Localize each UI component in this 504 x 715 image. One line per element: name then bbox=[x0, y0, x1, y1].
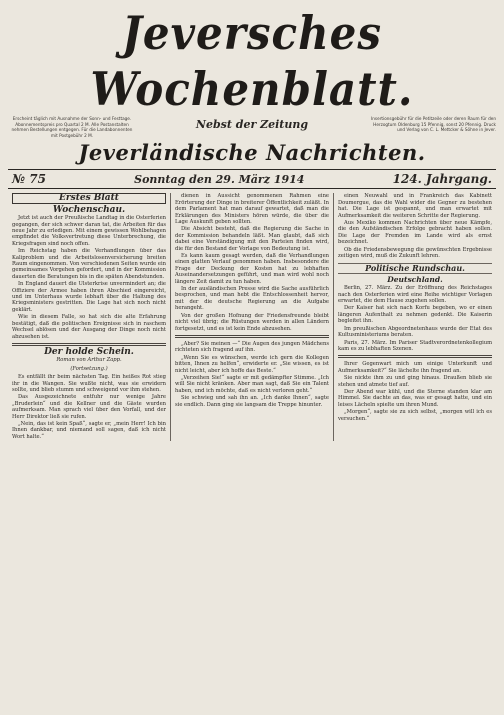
article-paragraph: Es kann kaum gesagt werden, daß die Verhandlungen einen glatten Verlauf genommen haben. Insbesondere die Frage der Deckung der Kosten hat zu lebhaften Auseinandersetzungen geführt, und man wird wohl noch längere Zeit damit zu tun haben. bbox=[175, 253, 329, 285]
story-paragraph: „Verzeihen Sie!“ sagte er mit gedämpfter Stimme. „Ich will Sie nicht kränken. Aber man sagt, daß Sie ein Talent haben, und ich möchte, daß es nicht verloren geht.“ bbox=[175, 374, 329, 394]
masthead-info-row bbox=[8, 116, 496, 138]
story-paragraph: „Aber? Sie meinen —“ Die Augen des jungen Mädchens richteten sich fragend auf ihn. bbox=[175, 340, 329, 354]
story-paragraph: Sie schwieg und sah ihn an. „Ich danke Ihnen“, sagte sie endlich. Dann ging sie langsam die Treppe hinunter. bbox=[175, 395, 329, 408]
story-paragraph: Ihrer Gegenwart mich um einige Unterkunft und Aufmerksamkeit?“ Sie lächelte ihn fragend an. bbox=[338, 361, 492, 374]
news-paragraph: Im preußischen Abgeordnetenhaus wurde der Etat des Kultusministeriums beraten. bbox=[338, 325, 492, 339]
article-paragraph: einen Neuwahl und in Frankreich das Kabinett Doumergue, das die Wahl wider die Gegner zu bestehen hat. Die Lage ist gespannt, und man erwartet mit Aufmerksamkeit die weiteren Schritte der Regierung. bbox=[338, 193, 492, 219]
article-paragraph: Die Absicht besteht, daß die Regierung die Sache in der Kommission behandeln läßt. Man glaubt, daß sich dabei eine Verständigung mit den Parteien finden wird, die für den Bestand der Vorlage von Bedeutung ist. bbox=[175, 226, 329, 252]
volume-year: 124. Jahrgang. bbox=[392, 172, 492, 187]
column-3 bbox=[333, 193, 496, 441]
section-divider bbox=[175, 335, 329, 338]
article-paragraph: Wie in diesem Falle, so hat sich die alte Erfahrung bestätigt, daß die politischen Ereignisse sich in raschem Wechsel ablösen und der Ausgang der Dinge noch nicht abzusehen ist. bbox=[12, 314, 166, 340]
columns bbox=[8, 193, 496, 441]
politische-rundschau-heading: Politische Rundschau. bbox=[338, 263, 492, 273]
column-1 bbox=[8, 193, 170, 441]
story-paragraph: Sie nickte ihm zu und ging hinaus. Draußen blieb sie stehen und atmete tief auf. bbox=[338, 375, 492, 388]
masthead bbox=[8, 6, 496, 166]
article-paragraph: Im Reichstag haben die Verhandlungen über das Kaliproblem und die Arbeitslosenversicherung breiten Raum eingenommen. Von verschiedenen Seiten wurde ein gemeinsames Vorgehen gefordert, und in der Kommission dauerten die Beratungen bis in die späten Abendstunden. bbox=[12, 248, 166, 280]
section-divider bbox=[12, 343, 166, 346]
newspaper-title: Jeversches Wochenblatt. bbox=[90, 6, 414, 116]
column-2 bbox=[170, 193, 333, 441]
article-paragraph: Von der großen Hofnung der Friedensfreunde bleibt nicht viel übrig; die Rüstungen werden in allen Ländern fortgesetzt, und es ist kein Ende abzusehen. bbox=[175, 312, 329, 332]
wochenschau-heading: Wochenschau. bbox=[52, 204, 126, 215]
article-paragraph: dienen in Aussicht genommenen Rahmen eine Erörterung der Dinge in breiterer Öffentlichkeit zuläßt. In dem Parlament hat man darauf gewartet, daß man die Erklärungen des Ministers hören würde, die über die Lage Auskunft geben sollten. bbox=[175, 193, 329, 225]
nebst-der-zeitung: Nebst der Zeitung bbox=[195, 118, 309, 131]
serial-story-heading: Der holde Schein. bbox=[44, 346, 134, 357]
dateline bbox=[8, 169, 496, 189]
story-paragraph: „Nein, das ist kein Spaß“, sagte er, „mein Herr! Ich bin Ihnen dankbar, und niemand soll sagen, daß ich nicht Wort halte.“ bbox=[12, 420, 166, 440]
section-divider bbox=[338, 355, 492, 358]
story-paragraph: „Wenn Sie es wünschen, werde ich gern die Kollegen bitten, Ihnen zu helfen“, erwiderte er. „Sie wissen, es ist nicht leicht, aber ich hoffe das Beste.“ bbox=[175, 354, 329, 374]
serial-story-byline: Roman von Arthur Zapp. bbox=[56, 357, 122, 364]
article-paragraph: Aus Mexiko kommen Nachrichten über neue Kämpfe, die den Aufständischen Erfolge gebracht haben sollen. Die Lage der Fremden im Lande wird als ernst bezeichnet. bbox=[338, 220, 492, 246]
erstes-blatt-label: Erstes Blatt bbox=[12, 193, 166, 203]
story-paragraph: „Morgen“, sagte sie zu sich selbst, „morgen will ich es versuchen.“ bbox=[338, 409, 492, 422]
subscription-info: Erscheint täglich mit Ausnahme der Sonn- und Festtage. Abonnementspreis pro Quartal 2 M. Alle Postanstalten nehmen Bestellungen entgegen. Für die Landabonnenten mit Postgebühr 2 M. bbox=[11, 116, 133, 138]
article-paragraph: In England dauert die Ulsterkrise unvermindert an; die Offiziere der Armee haben ihren Abschied eingereicht, und im Unterhaus wurde lebhaft über die Haltung des Kriegsministers gestritten. Die Lage hat sich noch nicht geklärt. bbox=[12, 281, 166, 313]
news-paragraph: Berlin, 27. März. Zu der Eröffnung des Reichstages nach den Osterferien wird eine Reihe wichtiger Vorlagen erwartet, die dem Hause zugehen sollen. bbox=[338, 285, 492, 305]
issue-date: Sonntag den 29. März 1914 bbox=[134, 172, 305, 186]
article-paragraph: Ob die Friedensbewegung die gewünschten Ergebnisse zeitigen wird, muß die Zukunft lehren. bbox=[338, 246, 492, 260]
issue-number: № 75 bbox=[12, 172, 46, 187]
deutschland-subheading: Deutschland. bbox=[387, 274, 443, 284]
story-paragraph: Es entfällt ihr beim nächsten Tag. Ein heißes Rot stieg ihr in die Wangen. Sie wußte nicht, was sie erwidern sollte, und blieb stumm und schweigend vor ihm stehen. bbox=[12, 374, 166, 393]
article-paragraph: Jetzt ist auch der Preußische Landtag in die Osterferien gegangen, der sich schwer daran tat, die Arbeiten für das neue Jahr zu erledigen. Mit einem gewissen Wohlbehagen empfindet die Volksvertretung diese Unterbrechung, die Kriegsfragen sind noch offen. bbox=[12, 215, 166, 247]
newspaper-subtitle: Jeverländische Nachrichten. bbox=[78, 140, 426, 166]
serial-story-part: (Fortsetzung.) bbox=[70, 365, 108, 372]
news-paragraph: Paris, 27. März. Im Pariser Stadtverordnetenkollegium kam es zu lebhaften Szenen. bbox=[338, 339, 492, 352]
story-paragraph: Der Abend war kühl, und die Sterne standen klar am Himmel. Sie dachte an das, was er gesagt hatte, und ein leises Lächeln spielte um ihren Mund. bbox=[338, 388, 492, 408]
news-paragraph: Der Kaiser hat sich nach Korfu begeben, wo er einen längeren Aufenthalt zu nehmen gedenkt. Die Kaiserin begleitet ihn. bbox=[338, 305, 492, 325]
article-paragraph: In der ausländischen Presse wird die Sache ausführlich besprochen, und man hebt die Entschlossenheit hervor, mit der die deutsche Regierung an die Aufgabe herangeht. bbox=[175, 286, 329, 312]
insertion-info: Insertionsgebühr für die Petitzeile oder deren Raum für den Herzogtum Oldenburg 15 Pfennig, sonst 20 Pfennig. Druck und Verlag von C. L. Mettcker & Söhne in Jever. bbox=[371, 116, 496, 133]
story-paragraph: Das Ausgezeichnete entfuhr nur wenige Jahre „Bruderlein“ und die Kellner und die Gäste wurden aufmerksam. Man sprach viel über den Vorfall, und der Herr Direktor ließ sie rufen. bbox=[12, 394, 166, 420]
